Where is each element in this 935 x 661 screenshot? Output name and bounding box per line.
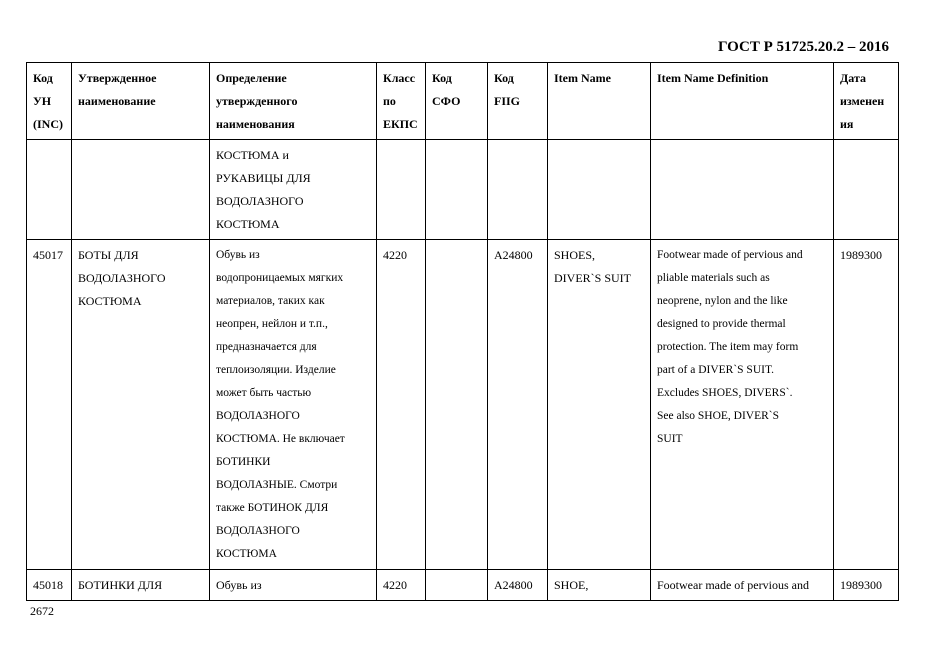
col-approved-name-header: Утвержденное наименование — [72, 63, 210, 140]
cell-item-definition — [651, 140, 834, 240]
cell-fiig: A24800 — [488, 240, 548, 570]
cell-item-name: SHOES, DIVER`S SUIT — [548, 240, 651, 570]
cell-sfo — [426, 240, 488, 570]
classifier-table — [26, 62, 899, 601]
cell-inc: 45018 — [27, 570, 72, 601]
cell-date — [834, 140, 899, 240]
cell-date: 1989300 — [834, 240, 899, 570]
cell-approved-name — [72, 140, 210, 240]
cell-fiig — [488, 140, 548, 240]
cell-sfo — [426, 570, 488, 601]
col-item-definition-header: Item Name Definition — [651, 63, 834, 140]
cell-approved-name: БОТЫ ДЛЯ ВОДОЛАЗНОГО КОСТЮМА — [72, 240, 210, 570]
cell-date: 1989300 — [834, 570, 899, 601]
col-item-name-header: Item Name — [548, 63, 651, 140]
cell-approved-name: БОТИНКИ ДЛЯ — [72, 570, 210, 601]
col-fiig-header: Код FIIG — [488, 63, 548, 140]
cell-definition: КОСТЮМА и РУКАВИЦЫ ДЛЯ ВОДОЛАЗНОГО КОСТЮМА — [210, 140, 377, 240]
cell-item-definition: Footwear made of pervious and — [651, 570, 834, 601]
cell-class — [377, 140, 426, 240]
document-header: ГОСТ Р 51725.20.2 – 2016 — [717, 39, 889, 55]
cell-definition: Обувь из водопроницаемых мягких материалов, таких как неопрен, нейлон и т.п., предназначается для теплоизоляции. Изделие может быть частью ВОДОЛАЗНОГО КОСТЮМА. Не включает БОТИНКИ ВОДОЛАЗНЫЕ. Смотри также БОТИНОК ДЛЯ ВОДОЛАЗНОГО КОСТЮМА — [210, 240, 377, 570]
col-date-header: Дата изменен ия — [834, 63, 899, 140]
cell-class: 4220 — [377, 570, 426, 601]
col-class-header: Класс по ЕКПС — [377, 63, 426, 140]
col-inc-header: Код УН (INC) — [27, 63, 72, 140]
cell-inc — [27, 140, 72, 240]
col-sfo-header: Код СФО — [426, 63, 488, 140]
table-row — [27, 140, 899, 240]
table-header-row — [27, 63, 899, 140]
cell-item-name — [548, 140, 651, 240]
cell-inc: 45017 — [27, 240, 72, 570]
cell-item-name: SHOE, — [548, 570, 651, 601]
cell-sfo — [426, 140, 488, 240]
page-number: 2672 — [30, 604, 54, 618]
cell-item-definition: Footwear made of pervious and pliable materials such as neoprene, nylon and the like designed to provide thermal protection. The item may form part of a DIVER`S SUIT. Excludes SHOES, DIVERS`. See also SHOE, DIVER`S SUIT — [651, 240, 834, 570]
cell-definition: Обувь из — [210, 570, 377, 601]
cell-fiig: A24800 — [488, 570, 548, 601]
cell-class: 4220 — [377, 240, 426, 570]
table-row — [27, 240, 899, 570]
col-definition-header: Определение утвержденного наименования — [210, 63, 377, 140]
table-row — [27, 570, 899, 601]
